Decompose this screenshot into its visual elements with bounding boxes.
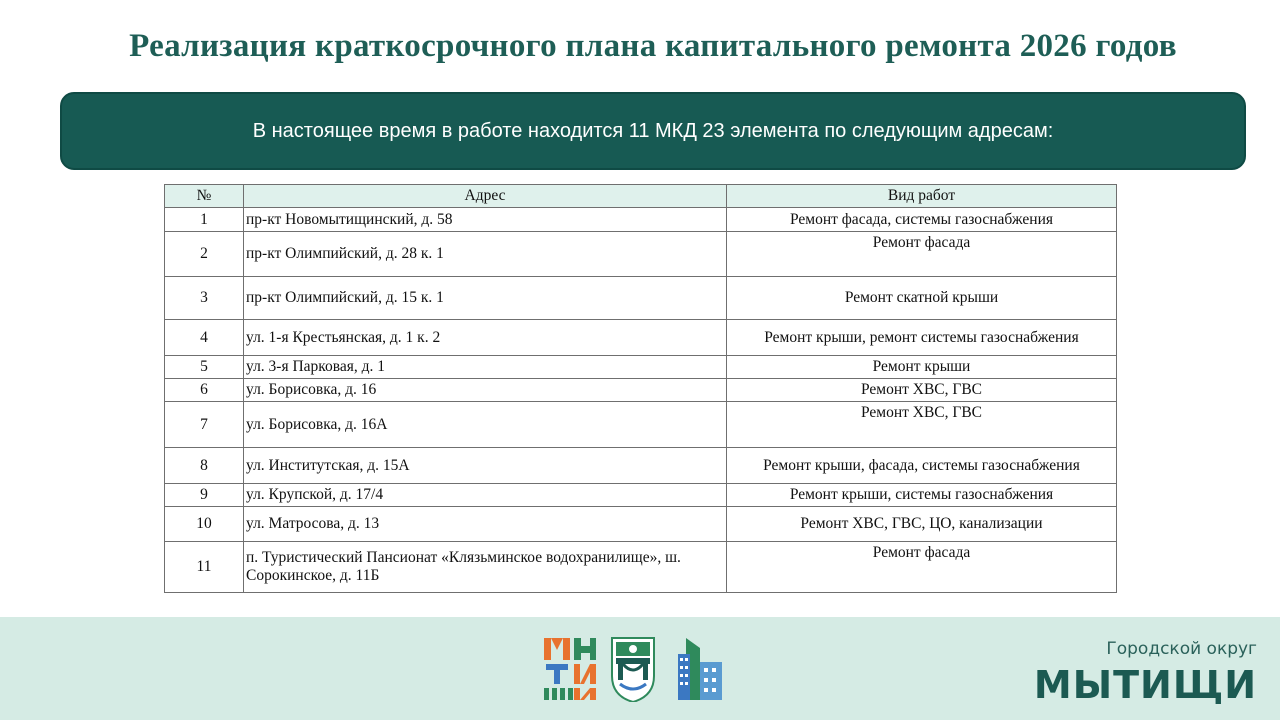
row-work-type: Ремонт ХВС, ГВС, ЦО, канализации — [727, 507, 1117, 542]
row-work-type: Ремонт скатной крыши — [727, 277, 1117, 320]
row-address: ул. Матросова, д. 13 — [244, 507, 727, 542]
row-address: ул. 3-я Парковая, д. 1 — [244, 356, 727, 379]
row-address: ул. Борисовка, д. 16 — [244, 379, 727, 402]
row-address: ул. Институтская, д. 15А — [244, 448, 727, 484]
column-header-number: № — [165, 185, 244, 208]
table-row — [165, 542, 1117, 593]
row-address: пр-кт Олимпийский, д. 15 к. 1 — [244, 277, 727, 320]
row-address: пр-кт Олимпийский, д. 28 к. 1 — [244, 232, 727, 277]
city-subtitle: Городской округ — [1106, 639, 1257, 659]
logos-group — [544, 636, 724, 702]
row-work-type: Ремонт крыши, ремонт системы газоснабжения — [727, 320, 1117, 356]
row-address: ул. 1-я Крестьянская, д. 1 к. 2 — [244, 320, 727, 356]
table-header-row — [165, 185, 1117, 208]
mytishchi-brand-logo — [544, 638, 596, 700]
city-name: МЫТИЩИ — [1033, 663, 1257, 707]
table-row — [165, 448, 1117, 484]
row-work-type: Ремонт ХВС, ГВС — [727, 402, 1117, 448]
coat-of-arms-icon — [612, 638, 654, 702]
row-number: 1 — [165, 208, 244, 232]
table-row — [165, 402, 1117, 448]
row-number: 6 — [165, 379, 244, 402]
table-row — [165, 356, 1117, 379]
works-table — [164, 184, 1117, 593]
row-work-type: Ремонт фасада — [727, 232, 1117, 277]
row-work-type: Ремонт фасада — [727, 542, 1117, 593]
row-work-type: Ремонт ХВС, ГВС — [727, 379, 1117, 402]
table-row — [165, 507, 1117, 542]
row-number: 2 — [165, 232, 244, 277]
table-row — [165, 484, 1117, 507]
table-row — [165, 208, 1117, 232]
row-address: пр-кт Новомытищинский, д. 58 — [244, 208, 727, 232]
row-number: 4 — [165, 320, 244, 356]
row-address: ул. Борисовка, д. 16А — [244, 402, 727, 448]
page-title: Реализация краткосрочного плана капитального ремонта 2026 годов — [129, 28, 1177, 64]
row-work-type: Ремонт крыши — [727, 356, 1117, 379]
table-row — [165, 320, 1117, 356]
footer-bar — [0, 617, 1280, 720]
table-row — [165, 379, 1117, 402]
row-work-type: Ремонт крыши, системы газоснабжения — [727, 484, 1117, 507]
row-number: 8 — [165, 448, 244, 484]
row-address: п. Туристический Пансионат «Клязьминское водохранилище», ш. Сорокинское, д. 11Б — [244, 542, 727, 593]
table-row — [165, 277, 1117, 320]
info-banner — [60, 92, 1246, 170]
row-number: 11 — [165, 542, 244, 593]
table-row — [165, 232, 1117, 277]
row-number: 3 — [165, 277, 244, 320]
row-work-type: Ремонт крыши, фасада, системы газоснабжения — [727, 448, 1117, 484]
column-header-work-type: Вид работ — [727, 185, 1117, 208]
row-number: 7 — [165, 402, 244, 448]
banner-text: В настоящее время в работе находится 11 МКД 23 элемента по следующим адресам: — [252, 119, 1054, 142]
row-work-type: Ремонт фасада, системы газоснабжения — [727, 208, 1117, 232]
column-header-address: Адрес — [244, 185, 727, 208]
row-number: 10 — [165, 507, 244, 542]
row-number: 5 — [165, 356, 244, 379]
row-number: 9 — [165, 484, 244, 507]
row-address: ул. Крупской, д. 17/4 — [244, 484, 727, 507]
building-icon — [678, 638, 722, 700]
